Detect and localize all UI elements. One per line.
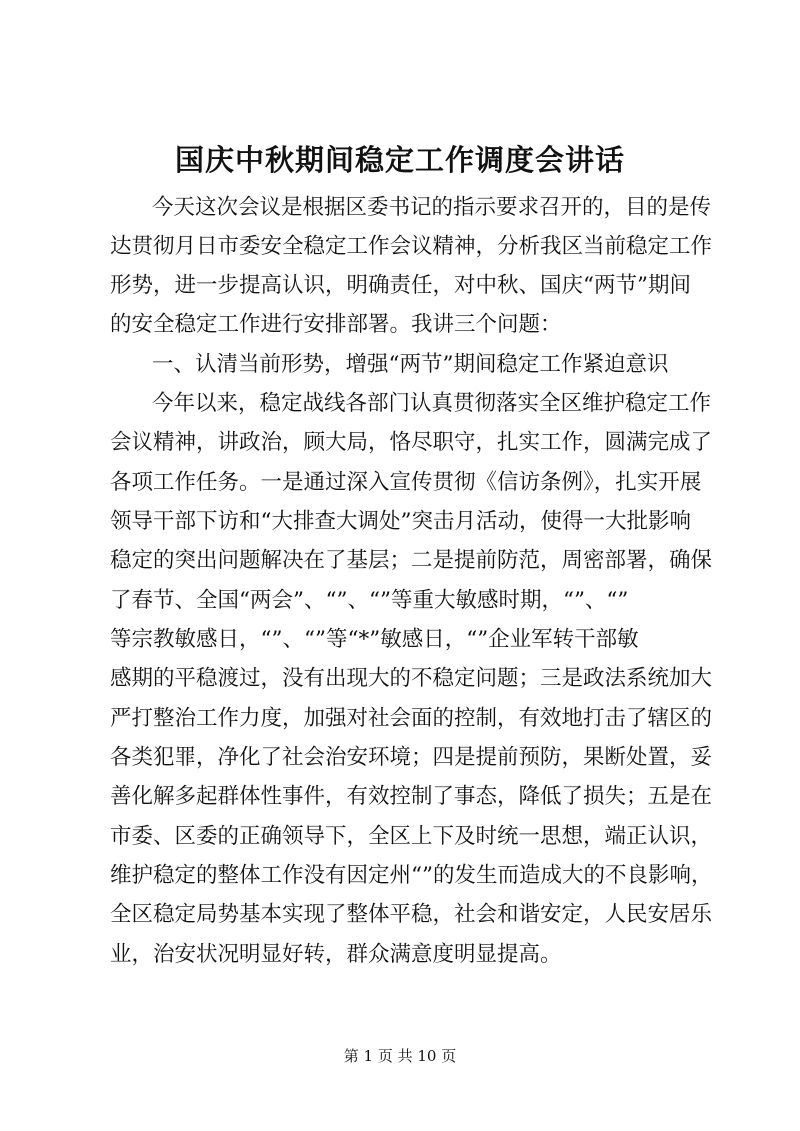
section-heading: 一、认清当前形势，增强“两节”期间稳定工作紧迫意识	[152, 352, 669, 377]
body-line: 形势，进一步提高认识，明确责任，对中秋、国庆“两节”期间	[110, 273, 691, 298]
body-line: 会议精神，讲政治，顾大局，恪尽职守，扎实工作，圆满完成了	[110, 430, 713, 455]
body-line: 今年以来，稳定战线各部门认真贯彻落实全区维护稳定工作	[152, 391, 712, 416]
body-line: 全区稳定局势基本实现了整体平稳，社会和谐安定，人民安居乐	[110, 902, 713, 927]
body-line: 感期的平稳渡过，没有出现大的不稳定问题；三是政法系统加大	[110, 666, 713, 691]
body-line: 维护稳定的整体工作没有因定州“”的发生而造成大的不良影响，	[110, 863, 713, 888]
body-line: 领导干部下访和“大排查大调处”突击月活动，使得一大批影响	[110, 509, 691, 534]
body-line: 市委、区委的正确领导下，全区上下及时统一思想，端正认识，	[110, 824, 713, 849]
body-line: 今天这次会议是根据区委书记的指示要求召开的，目的是传	[152, 195, 712, 220]
body-line: 了春节、全国“两会”、“”、“”等重大敏感时期，“”、“”	[110, 588, 629, 613]
body-line: 稳定的突出问题解决在了基层；二是提前防范，周密部署，确保	[110, 548, 713, 573]
body-line: 各类犯罪，净化了社会治安环境；四是提前预防，果断处置，妥	[110, 745, 713, 770]
body-line: 的安全稳定工作进行安排部署。我讲三个问题：	[110, 312, 562, 337]
document-title: 国庆中秋期间稳定工作调度会讲话	[174, 143, 625, 177]
body-line: 善化解多起群体性事件，有效控制了事态，降低了损失；五是在	[110, 784, 713, 809]
body-line: 严打整治工作力度，加强对社会面的控制，有效地打击了辖区的	[110, 706, 713, 731]
body-line: 业，治安状况明显好转，群众满意度明显提高。	[110, 942, 562, 967]
body-line: 等宗教敏感日，“”、“”等“*”敏感日，“”企业军转干部敏	[110, 627, 639, 652]
page-indicator: 第 1 页 共 10 页	[343, 1047, 457, 1065]
body-line: 各项工作任务。一是通过深入宣传贯彻《信访条例》，扎实开展	[110, 470, 702, 495]
body-line: 达贯彻月日市委安全稳定工作会议精神，分析我区当前稳定工作	[110, 234, 713, 259]
